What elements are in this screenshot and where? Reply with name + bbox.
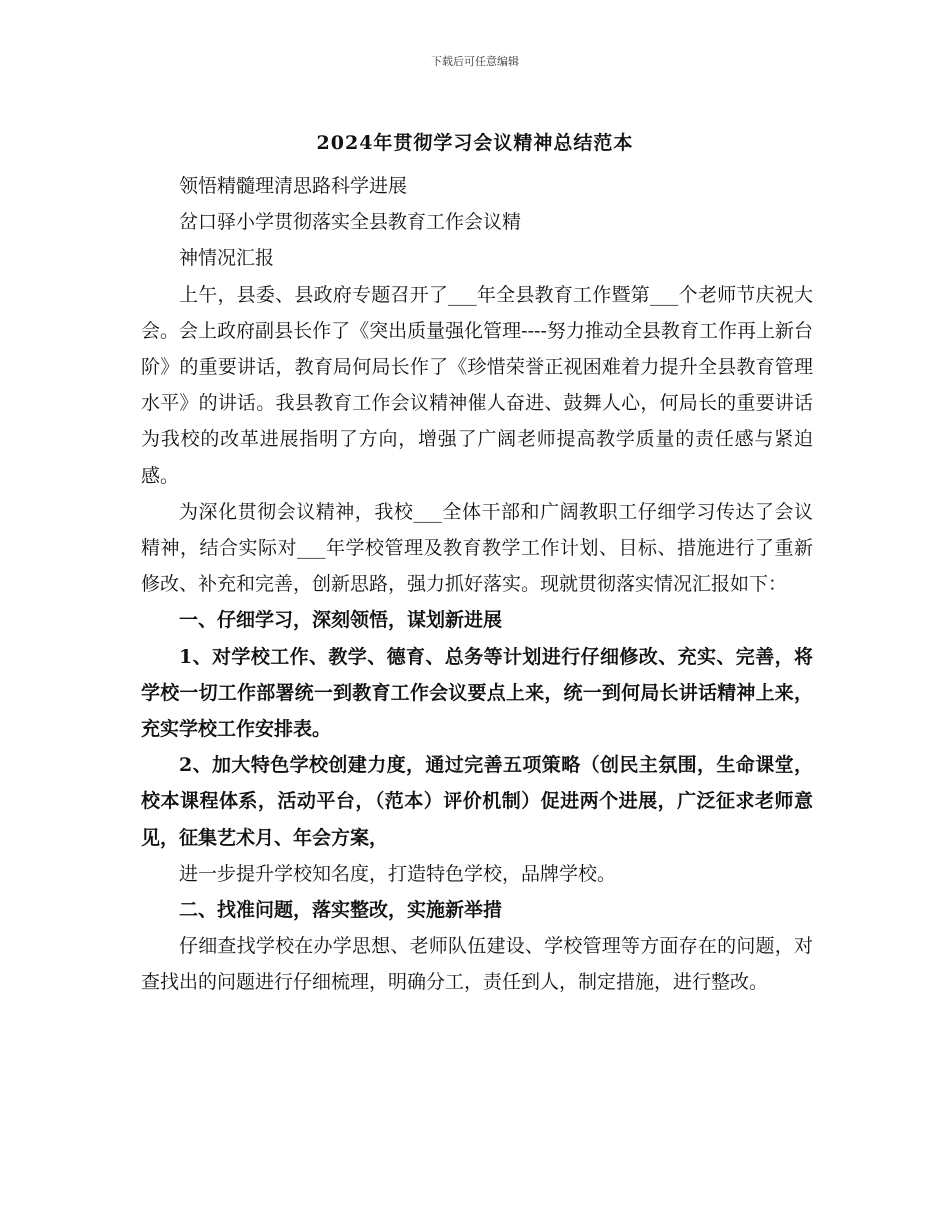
paragraph-implementation: 为深化贯彻会议精神，我校___全体干部和广阔教职工仔细学习传达了会议精神，结合实际对___年学校管理及教育教学工作计划、目标、措施进行了重新修改、补充和完善，创新思路，强力抓好落实。现就贯彻落实情况汇报如下： <box>141 500 813 596</box>
section-heading-1: 一、仔细学习，深刻领悟，谋划新进展 <box>179 609 503 632</box>
paragraph-report-title-line2: 神情况汇报 <box>179 247 275 270</box>
paragraph-item-2-continued: 进一步提升学校知名度，打造特色学校，品牌学校。 <box>179 862 617 885</box>
paragraph-intro: 上午，县委、县政府专题召开了___年全县教育工作暨第___个老师节庆祝大会。会上政府副县长作了《突出质量强化管理----努力推动全县教育工作再上新台阶》的重要讲话，教育局何局长作了《珍惜荣誉正视困难着力提升全县教育管理水平》的讲话。我县教育工作会议精神催人奋进、鼓舞人心，何局长的重要讲话为我校的改革进展指明了方向，增强了广阔老师提高教学质量的责任感与紧迫感。 <box>141 283 813 487</box>
paragraph-subtitle: 领悟精髓理清思路科学进展 <box>179 175 408 197</box>
page-header-note: 下载后可任意编辑 <box>431 55 519 68</box>
document-title: 2024年贯彻学习会议精神总结范本 <box>316 132 634 154</box>
document-body <box>141 168 813 1001</box>
paragraph-rectification: 仔细查找学校在办学思想、老师队伍建设、学校管理等方面存在的问题，对查找出的问题进行仔细梳理，明确分工，责任到人，制定措施，进行整改。 <box>141 935 813 994</box>
paragraph-item-1: 1、对学校工作、教学、德育、总务等计划进行仔细修改、充实、完善，将学校一切工作部署统一到教育工作会议要点上来，统一到何局长讲话精神上来，充实学校工作安排表。 <box>141 645 813 741</box>
section-heading-2: 二、找准问题，落实整改，实施新举措 <box>179 899 503 922</box>
paragraph-item-2: 2、加大特色学校创建力度，通过完善五项策略（创民主氛围，生命课堂，校本课程体系，活动平台，（范本）评价机制）促进两个进展，广泛征求老师意见，征集艺术月、年会方案， <box>141 754 813 849</box>
paragraph-report-title-line1: 岔口驿小学贯彻落实全县教育工作会议精 <box>179 211 522 234</box>
